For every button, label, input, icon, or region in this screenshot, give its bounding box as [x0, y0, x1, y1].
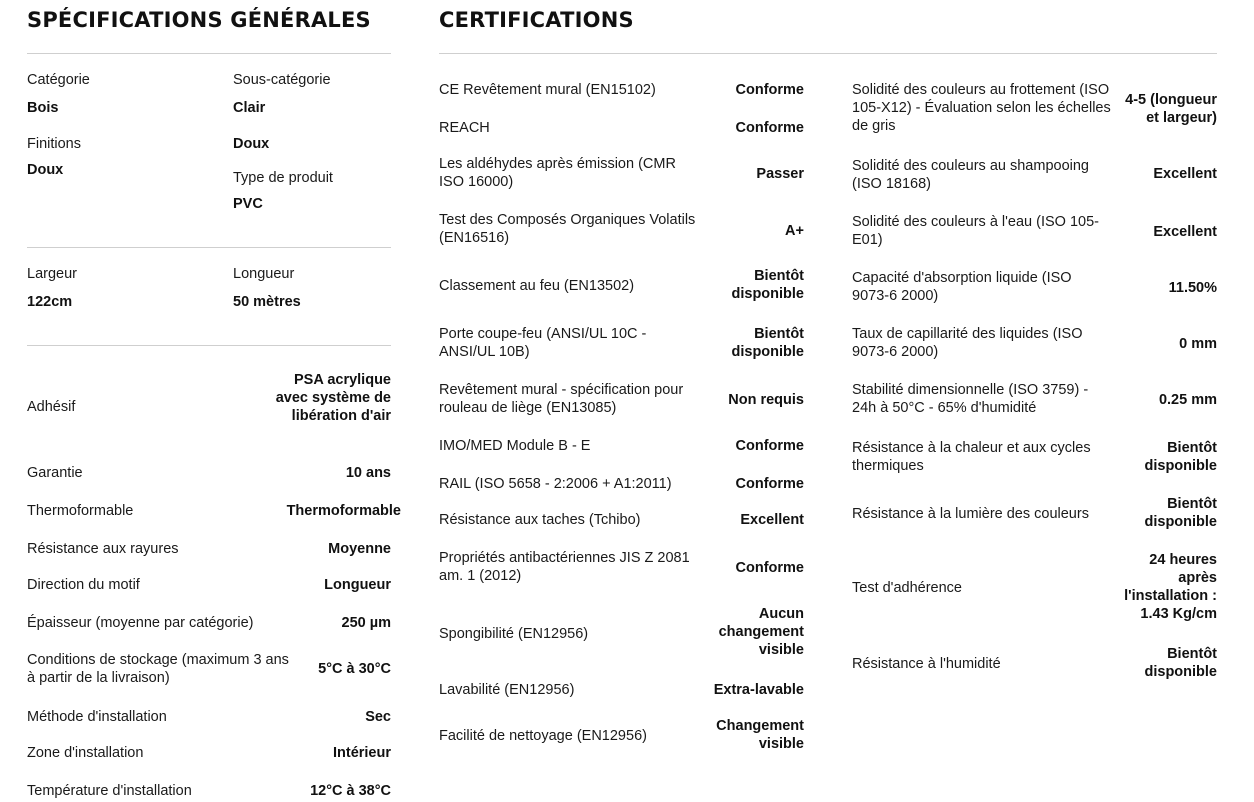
spec-row-value: 5°C à 30°C	[318, 661, 391, 677]
section-divider	[27, 345, 391, 346]
certification-label: Taux de capillarité des liquides (ISO 9073-6 2000)	[852, 326, 1083, 360]
certification-label: Propriétés antibactériennes JIS Z 2081 am. 1 (2012)	[439, 550, 690, 584]
certification-value: Conforme	[735, 476, 804, 492]
finishes-label: Finitions	[27, 136, 81, 152]
certification-label: Solidité des couleurs à l'eau (ISO 105-E01)	[852, 214, 1099, 248]
certification-label: Classement au feu (EN13502)	[439, 278, 635, 294]
certification-label: Facilité de nettoyage (EN12956)	[439, 728, 647, 744]
length-value: 50 mètres	[233, 294, 301, 310]
width-value: 122cm	[27, 294, 73, 310]
certification-value: 0 mm	[1179, 336, 1217, 352]
spec-row-value: Moyenne	[328, 541, 391, 557]
certification-label: Spongibilité (EN12956)	[439, 626, 589, 642]
spec-row-value: Intérieur	[332, 745, 391, 761]
category-label: Catégorie	[27, 72, 90, 88]
certification-value: Changement visible	[716, 718, 804, 752]
certification-label: Résistance à l'humidité	[852, 656, 1001, 672]
spec-row-label: Température d'installation	[27, 783, 192, 799]
certification-value: Bientôt disponible	[1144, 646, 1217, 680]
general-specs-title: SPÉCIFICATIONS GÉNÉRALES	[27, 8, 371, 32]
certification-value: Bientôt disponible	[1144, 440, 1217, 474]
certification-label: Stabilité dimensionnelle (ISO 3759) - 24h à 50°C - 65% d'humidité	[852, 382, 1089, 416]
subcategory-label: Sous-catégorie	[233, 72, 331, 88]
length-label: Longueur	[233, 266, 295, 282]
certification-value: 24 heures après l'installation : 1.43 Kg/cm	[1124, 552, 1217, 622]
certification-label: RAIL (ISO 5658 - 2:2006 + A1:2011)	[439, 476, 672, 492]
certification-label: Test d'adhérence	[852, 580, 962, 596]
certification-label: Lavabilité (EN12956)	[439, 682, 575, 698]
product-type-label: Type de produit	[233, 170, 333, 186]
certification-label: Solidité des couleurs au shampooing (ISO 18168)	[852, 158, 1089, 192]
certification-value: Extra-lavable	[713, 682, 804, 698]
certification-value: Excellent	[740, 512, 804, 528]
width-label: Largeur	[27, 266, 77, 282]
spec-row-label: Adhésif	[27, 399, 76, 415]
spec-row-label: Méthode d'installation	[27, 709, 167, 725]
spec-row-label: Zone d'installation	[27, 745, 144, 761]
spec-row-value: 10 ans	[345, 465, 391, 481]
spec-row-value: Thermoformable	[286, 503, 401, 519]
certification-value: Aucun changement visible	[718, 606, 804, 658]
spec-row-label: Garantie	[27, 465, 83, 481]
certification-label: Résistance à la chaleur et aux cycles thermiques	[852, 440, 1091, 474]
certification-label: Revêtement mural - spécification pour rouleau de liège (EN13085)	[439, 382, 684, 416]
certification-value: Passer	[756, 166, 804, 182]
certification-value: Excellent	[1153, 224, 1217, 240]
certification-label: CE Revêtement mural (EN15102)	[439, 82, 656, 98]
spec-row-label: Direction du motif	[27, 577, 140, 593]
certification-label: Test des Composés Organiques Volatils (EN16516)	[439, 212, 696, 246]
certification-label: Résistance à la lumière des couleurs	[852, 506, 1089, 522]
certification-value: 4-5 (longueur et largeur)	[1125, 92, 1217, 126]
certification-value: A+	[785, 223, 804, 239]
finishes-value: Doux	[27, 162, 64, 178]
certification-value: Excellent	[1153, 166, 1217, 182]
finishes-value-secondary: Doux	[233, 136, 270, 152]
certification-label: Résistance aux taches (Tchibo)	[439, 512, 641, 528]
spec-row-value: PSA acrylique avec système de libération d'air	[275, 372, 391, 424]
certification-value: Conforme	[735, 560, 804, 576]
certification-label: Capacité d'absorption liquide (ISO 9073-6 2000)	[852, 270, 1072, 304]
certification-label: Porte coupe-feu (ANSI/UL 10C - ANSI/UL 10B)	[439, 326, 647, 360]
spec-row-label: Résistance aux rayures	[27, 541, 179, 557]
certification-value: Non requis	[728, 392, 804, 408]
spec-row-value: 12°C à 38°C	[310, 783, 391, 799]
subcategory-value: Clair	[233, 100, 266, 116]
spec-row-value: 250 µm	[341, 615, 391, 631]
certification-label: IMO/MED Module B - E	[439, 438, 591, 454]
section-divider	[27, 53, 391, 54]
spec-row-label: Épaisseur (moyenne par catégorie)	[27, 615, 254, 631]
certifications-title: CERTIFICATIONS	[439, 8, 634, 32]
spec-row-value: Sec	[365, 709, 391, 725]
spec-row-label: Thermoformable	[27, 503, 134, 519]
certification-value: Conforme	[735, 120, 804, 136]
category-value: Bois	[27, 100, 59, 116]
certification-label: Solidité des couleurs au frottement (ISO 105-X12) - Évaluation selon les échelles de gris	[852, 82, 1111, 134]
spec-row-value: Longueur	[324, 577, 391, 593]
certification-value: Bientôt disponible	[731, 326, 804, 360]
certification-value: Bientôt disponible	[1144, 496, 1217, 530]
certification-value: Bientôt disponible	[731, 268, 804, 302]
certification-value: Conforme	[735, 438, 804, 454]
certification-value: 11.50%	[1168, 280, 1217, 296]
certification-label: REACH	[439, 120, 490, 136]
section-divider	[439, 53, 1217, 54]
section-divider	[27, 247, 391, 248]
certification-value: 0.25 mm	[1158, 392, 1217, 408]
certification-value: Conforme	[735, 82, 804, 98]
product-type-value: PVC	[233, 196, 263, 212]
spec-row-label: Conditions de stockage (maximum 3 ans à partir de la livraison)	[27, 652, 289, 686]
certification-label: Les aldéhydes après émission (CMR ISO 16000)	[439, 156, 676, 190]
